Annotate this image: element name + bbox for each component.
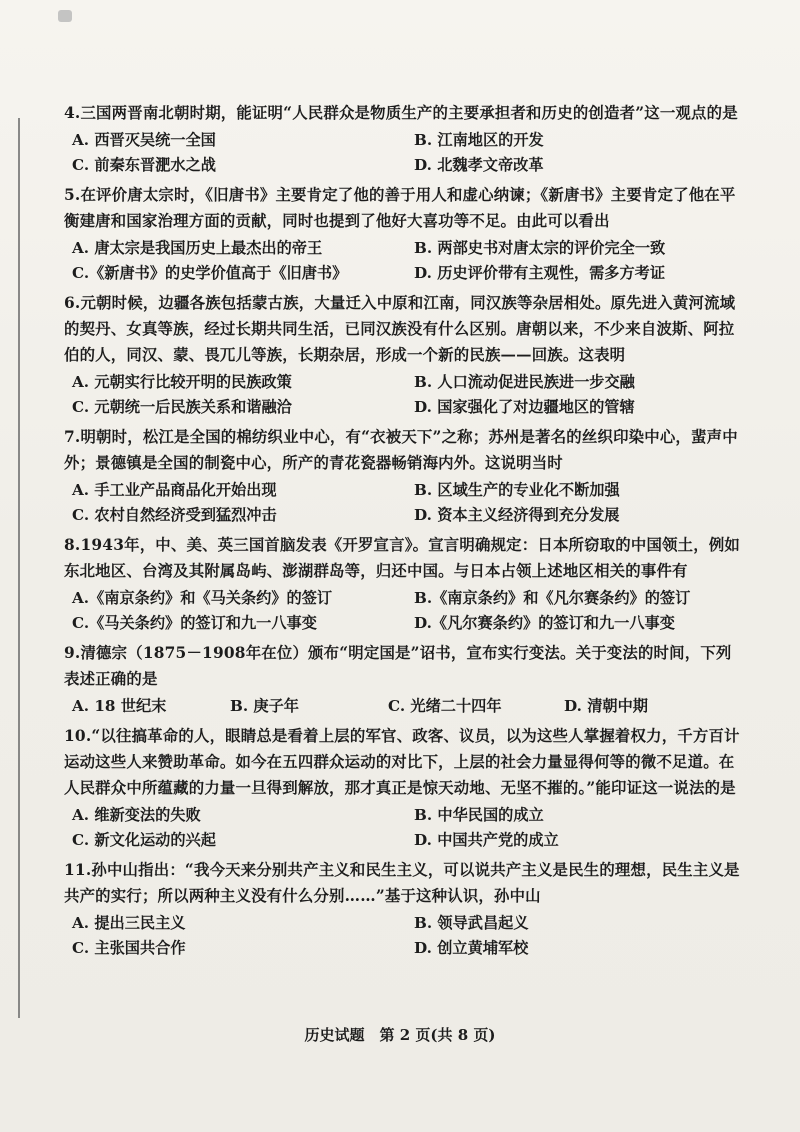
question-10 (64, 723, 744, 853)
questions-area (64, 100, 744, 965)
option-b: B. 区域生产的专业化不断加强 (414, 481, 620, 499)
question-11 (64, 857, 744, 961)
option-d: D. 资本主义经济得到充分发展 (414, 506, 620, 524)
option-list (72, 911, 744, 961)
option-d: D.《凡尔赛条约》的签订和九一八事变 (414, 614, 675, 632)
option-a: A. 手工业产品商品化开始出现 (72, 481, 277, 499)
question-7 (64, 424, 744, 528)
option-list (72, 236, 744, 286)
option-b: B. 庚子年 (230, 697, 299, 715)
question-5 (64, 182, 744, 286)
option-a: A. 唐太宗是我国历史上最杰出的帝王 (72, 239, 323, 257)
question-stem: 8.1943年，中、美、英三国首脑发表《开罗宣言》。宣言明确规定：日本所窃取的中国领土，例如东北地区、台湾及其附属岛屿、澎湖群岛等，归还中国。与日本占领上述地区相关的事件有 (64, 536, 741, 580)
option-a: A. 维新变法的失败 (72, 806, 201, 824)
question-4 (64, 100, 744, 178)
option-d: D. 清朝中期 (564, 697, 648, 715)
question-stem: 7.明朝时，松江是全国的棉纺织业中心，有“衣被天下”之称；苏州是著名的丝织印染中心，蜚声中外；景德镇是全国的制瓷中心，所产的青花瓷器畅销海内外。这说明当时 (64, 428, 738, 472)
option-c: C. 光绪二十四年 (388, 697, 502, 715)
option-b: B. 人口流动促进民族进一步交融 (414, 373, 635, 391)
question-6 (64, 290, 744, 420)
option-d: D. 中国共产党的成立 (414, 831, 559, 849)
option-c: C. 元朝统一后民族关系和谐融洽 (72, 398, 292, 416)
question-stem: 10.“以往搞革命的人，眼睛总是看着上层的军官、政客、议员，以为这些人掌握着权力，千方百计运动这些人来赞助革命。如今在五四群众运动的对比下，上层的社会力量显得何等的微不足道。在人民群众中所蕴藏的力量一旦得到解放，那才真正是惊天动地、无坚不摧的。”能印证这一说法的是 (64, 727, 740, 797)
option-d: D. 北魏孝文帝改革 (414, 156, 544, 174)
option-b: B. 领导武昌起义 (414, 914, 529, 932)
page-footer: 历史试题 第 2 页(共 8 页) (304, 1026, 496, 1044)
margin-line (18, 118, 20, 1018)
option-c: C. 新文化运动的兴起 (72, 831, 216, 849)
option-c: C.《新唐书》的史学价值高于《旧唐书》 (72, 264, 348, 282)
option-list (72, 586, 744, 636)
question-stem: 11.孙中山指出：“我今天来分别共产主义和民生主义，可以说共产主义是民生的理想，民生主义是共产的实行；所以两种主义没有什么分别……”基于这种认识，孙中山 (64, 861, 740, 905)
question-stem: 5.在评价唐太宗时，《旧唐书》主要肯定了他的善于用人和虚心纳谏；《新唐书》主要肯定了他在平衡建唐和国家治理方面的贡献，同时也提到了他好大喜功等不足。由此可以看出 (64, 186, 736, 230)
option-list (72, 128, 744, 178)
option-a: A. 元朝实行比较开明的民族政策 (72, 373, 292, 391)
option-b: B.《南京条约》和《凡尔赛条约》的签订 (414, 589, 691, 607)
option-a: A. 18 世纪末 (72, 697, 167, 715)
option-b: B. 中华民国的成立 (414, 806, 544, 824)
option-c: C. 农村自然经济受到猛烈冲击 (72, 506, 277, 524)
option-list (72, 803, 744, 853)
question-stem: 4.三国两晋南北朝时期，能证明“人民群众是物质生产的主要承担者和历史的创造者”这一观点的是 (64, 104, 738, 122)
option-b: B. 两部史书对唐太宗的评价完全一致 (414, 239, 666, 257)
question-9 (64, 640, 744, 719)
option-d: D. 历史评价带有主观性，需多方考证 (414, 264, 666, 282)
option-b: B. 江南地区的开发 (414, 131, 544, 149)
question-8 (64, 532, 744, 636)
option-c: C.《马关条约》的签订和九一八事变 (72, 614, 317, 632)
option-list (72, 370, 744, 420)
option-list (72, 694, 744, 719)
option-d: D. 国家强化了对边疆地区的管辖 (414, 398, 635, 416)
option-a: A. 西晋灭吴统一全国 (72, 131, 216, 149)
option-c: C. 前秦东晋淝水之战 (72, 156, 216, 174)
option-a: A. 提出三民主义 (72, 914, 186, 932)
question-stem: 6.元朝时候，边疆各族包括蒙古族，大量迁入中原和江南，同汉族等杂居相处。原先进入黄河流域的契丹、女真等族，经过长期共同生活，已同汉族没有什么区别。唐朝以来，不少来自波斯、阿拉伯的人，同汉、蒙、畏兀儿等族，长期杂居，形成一个新的民族——回族。这表明 (64, 294, 736, 364)
option-list (72, 478, 744, 528)
option-c: C. 主张国共合作 (72, 939, 186, 957)
option-a: A.《南京条约》和《马关条约》的签订 (72, 589, 333, 607)
question-stem: 9.清德宗（1875－1908年在位）颁布“明定国是”诏书，宣布实行变法。关于变法的时间，下列表述正确的是 (64, 644, 732, 688)
option-d: D. 创立黄埔军校 (414, 939, 529, 957)
staple-mark (58, 10, 72, 22)
